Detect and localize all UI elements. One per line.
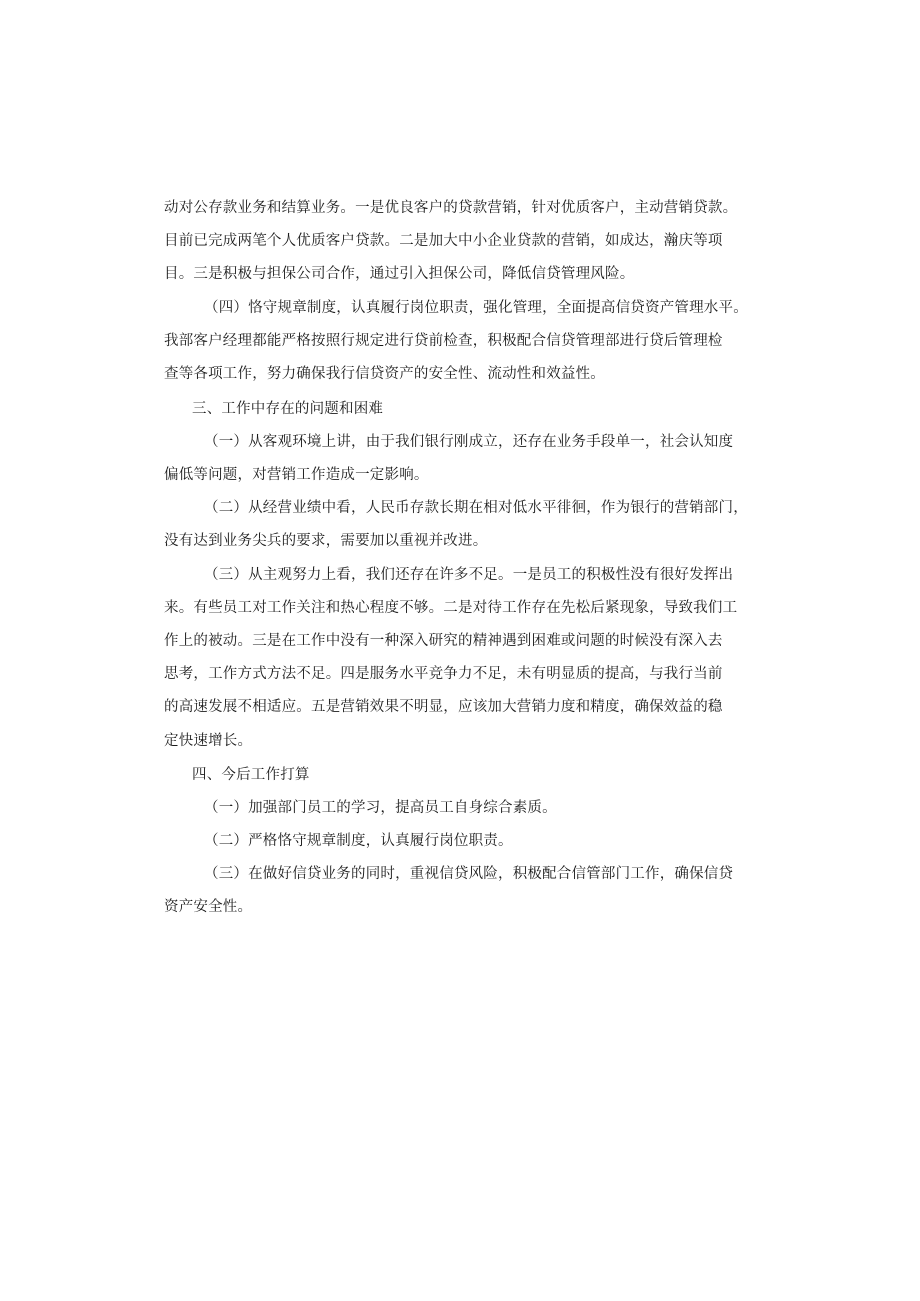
paragraph-line: （三）在做好信贷业务的同时，重视信贷风险，积极配合信管部门工作，确保信贷 — [204, 866, 734, 882]
paragraph-line: 查等各项工作，努力确保我行信贷资产的安全性、流动性和效益性。 — [164, 366, 605, 382]
paragraph-line: 思考，工作方式方法不足。四是服务水平竞争力不足，未有明显质的提高，与我行当前 — [164, 666, 723, 682]
paragraph-line: 目前已完成两笔个人优质客户贷款。二是加大中小企业贷款的营销，如成达，瀚庆等项 — [164, 233, 723, 249]
paragraph-line: （一）加强部门员工的学习，提高员工自身综合素质。 — [204, 800, 557, 816]
paragraph-line: （三）从主观努力上看，我们还存在许多不足。一是员工的积极性没有很好发挥出 — [204, 567, 734, 583]
section-heading: 三、工作中存在的问题和困难 — [192, 401, 384, 417]
paragraph-line: 的高速发展不相适应。五是营销效果不明显，应该加大营销力度和精度，确保效益的稳 — [164, 699, 723, 715]
paragraph-line: （四）恪守规章制度，认真履行岗位职责，强化管理，全面提高信贷资产管理水平。 — [204, 300, 748, 316]
paragraph-line: 偏低等问题，对营销工作造成一定影响。 — [164, 467, 429, 483]
paragraph-line: （二）严格恪守规章制度，认真履行岗位职责。 — [204, 833, 513, 849]
paragraph-line: 定快速增长。 — [164, 733, 253, 749]
paragraph-line: （一）从客观环境上讲，由于我们银行刚成立，还存在业务手段单一，社会认知度 — [204, 434, 734, 450]
paragraph-line: 动对公存款业务和结算业务。一是优良客户的贷款营销，针对优质客户，主动营销贷款。 — [164, 200, 738, 216]
paragraph-line: 来。有些员工对工作关注和热心程度不够。二是对待工作存在先松后紧现象，导致我们工 — [164, 600, 738, 616]
paragraph-line: 作上的被动。三是在工作中没有一种深入研究的精神遇到困难或问题的时候没有深入去 — [164, 633, 723, 649]
section-heading: 四、今后工作打算 — [192, 767, 310, 783]
paragraph-line: 资产安全性。 — [164, 899, 253, 915]
paragraph-line: 我部客户经理都能严格按照行规定进行贷前检查，积极配合信贷管理部进行贷后管理检 — [164, 333, 723, 349]
paragraph-line: 没有达到业务尖兵的要求，需要加以重视并改进。 — [164, 533, 488, 549]
paragraph-line: 目。三是积极与担保公司合作，通过引入担保公司，降低信贷管理风险。 — [164, 266, 635, 282]
paragraph-line: （二）从经营业绩中看，人民币存款长期在相对低水平徘徊，作为银行的营销部门， — [204, 500, 748, 516]
